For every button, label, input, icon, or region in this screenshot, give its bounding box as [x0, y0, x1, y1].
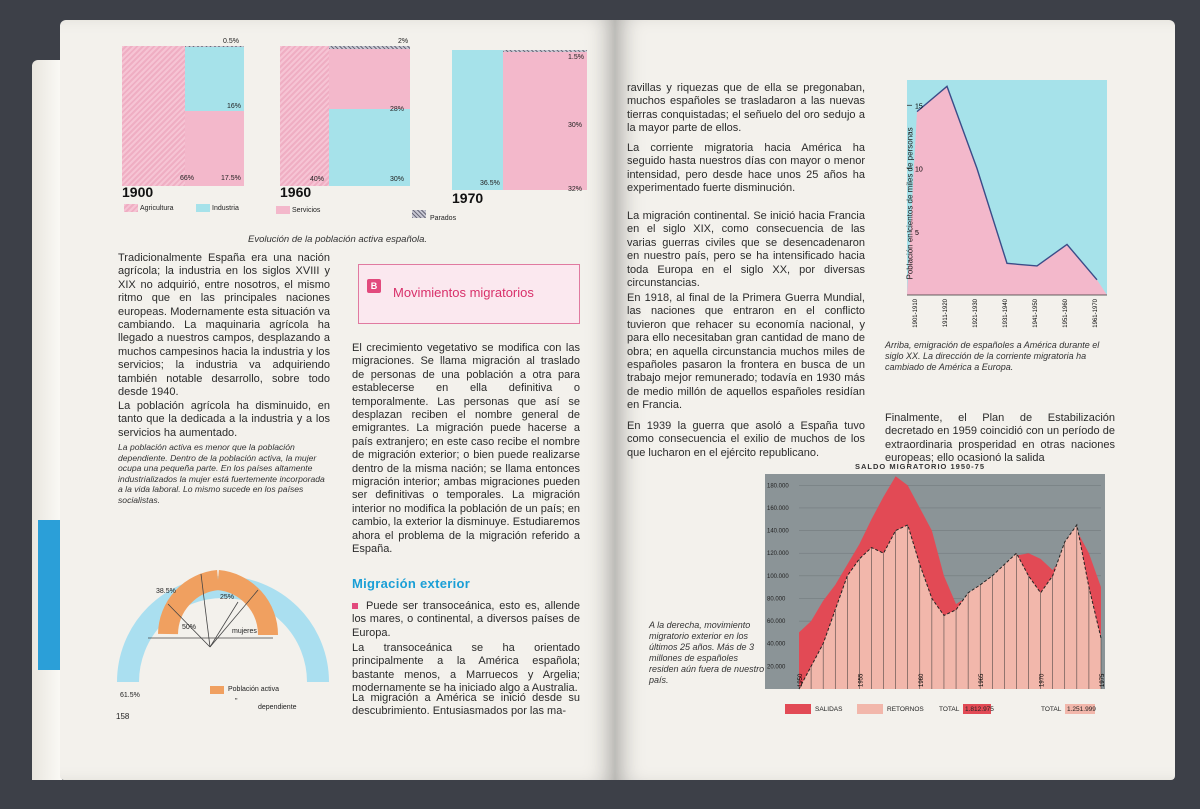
saldo-ytick-label: 140.000 — [767, 528, 789, 535]
total-retornos-label: TOTAL — [1041, 706, 1062, 713]
legend-servicios: Servicios — [292, 207, 321, 214]
bar-label: 2% — [398, 38, 409, 45]
total-retornos: 1.251.999 — [1067, 706, 1096, 713]
saldo-ytick-label: 60.000 — [767, 619, 786, 626]
bar-label: 30% — [568, 122, 583, 129]
bar-label: 32% — [568, 186, 583, 193]
total-salidas-label: TOTAL — [939, 706, 960, 713]
saldo-xtick-label: 1965 — [979, 673, 986, 687]
year-label: 1960 — [280, 184, 312, 200]
area-xtick-label: 1951-1960 — [1063, 299, 1069, 328]
cover-decoration — [38, 520, 62, 670]
year-label: 1900 — [122, 184, 154, 200]
area-ylabel: Población en cientos de miles de personas — [905, 127, 915, 280]
bar-1900 — [122, 46, 244, 186]
legend-salidas: SALIDAS — [815, 706, 843, 713]
legend-industria: Industria — [212, 205, 239, 212]
caption-bar-chart: Evolución de la población activa española. — [248, 234, 428, 245]
paragraph: En 1939 la guerra que asoló a España tuvo como consecuencia el exilio de muchos de los que lucharon en el ejército republicano. — [627, 420, 865, 459]
bar-label: 30% — [390, 176, 405, 183]
saldo-xtick-label: 1955 — [858, 673, 865, 687]
bar-label: 0.5% — [223, 38, 239, 45]
gauge-legend-or: " — [235, 698, 238, 705]
total-salidas: 1.812.975 — [965, 706, 994, 713]
caption-saldo-chart: A la derecha, movimiento migratorio exterior en los últimos 25 años. Más de 3 millones de españoles residen aún fuera de nuestro país. — [649, 620, 765, 685]
right-page — [615, 20, 1175, 780]
saldo-ytick-label: 40.000 — [767, 641, 786, 648]
legend-retornos: RETORNOS — [887, 706, 924, 713]
area-ytick-label: 15 — [915, 103, 923, 111]
caption-area-chart: Arriba, emigración de españoles a América durante el siglo XX. La dirección de la corriente migratoria ha cambiado de América a Europa. — [885, 340, 1100, 372]
area-xtick-label: 1921-1930 — [973, 299, 979, 328]
section-header — [358, 264, 580, 324]
paragraph: La corriente migratoria hacia América ha seguido hasta nuestros días con mayor o menor intensidad, pero desde hace unos 25 años ha experimentado fuerte disminución. — [627, 142, 865, 195]
saldo-ytick-label: 80.000 — [767, 596, 786, 603]
area-ytick-label: 5 — [915, 229, 919, 237]
bar-label: 40% — [310, 176, 325, 183]
saldo-xtick-label: 1950 — [798, 673, 804, 687]
paragraph: Puede ser transoceánica, esto es, allende los mares, o continental, a diversos países de Europa. — [352, 600, 580, 639]
paragraph: Tradicionalmente España era una nación agrícola; la industria en los siglos XVIII y XIX no adquirió, entre nosotros, el mismo ritmo que en las principales naciones europeas. Modernamente esta situación va cambiando. La maquinaria agrícola ha llegado a nuestros campos, desplazando a muchos campesinos hacia la industria y los servicios; la industria va adquiriendo también notable desarrollo, sobre todo desde 1940. — [118, 252, 330, 399]
area-xtick-label: 1911-1920 — [943, 299, 949, 328]
book-edge — [32, 60, 62, 780]
bar-label: 36.5% — [480, 180, 500, 187]
saldo-xtick-label: 1960 — [918, 673, 925, 687]
page-number: 158 — [116, 712, 130, 721]
paragraph: La transoceánica se ha orientado principalmente a la América española; bastante menos, a Marruecos y Argelia; modernamente se ha iniciado algo a Australia. — [352, 642, 580, 695]
saldo-ytick-label: 100.000 — [767, 573, 789, 580]
section-title: Movimientos migratorios — [393, 285, 534, 300]
saldo-ytick-label: 20.000 — [767, 664, 786, 671]
paragraph: El crecimiento vegetativo se modifica con las migraciones. Se llama migración al traslado de personas de una población a otra para establecerse en ella definitiva o temporalmente. Las personas que así se desplazan reciben el nombre general de emigrantes. La migración puede hacerse a país extranjero; en este caso recibe el nombre de migración exterior; o bien puede realizarse dentro de la misma nación; se llama entonces migración interior; ambas migraciones pueden ser definitivas o temporales. La migración interior no modifica la población de un país; en cambio, la exterior la disminuye. Estudiaremos ahora el problema de la migración referido a España. — [352, 342, 580, 556]
year-label: 1970 — [452, 190, 484, 206]
saldo-xtick-label: 1970 — [1039, 673, 1046, 687]
area-xtick-label: 1901-1910 — [913, 299, 919, 328]
section-badge: B — [367, 279, 381, 293]
subheading: Migración exterior — [352, 576, 471, 591]
bar-label: 28% — [390, 106, 405, 113]
legend-parados: Parados — [430, 215, 457, 222]
bullet-square — [352, 603, 358, 609]
gauge-label: 50% — [182, 624, 197, 631]
bar-1960 — [280, 46, 410, 186]
gauge-legend-dependiente: dependiente — [258, 704, 297, 711]
area-xtick-label: 1941-1950 — [1033, 299, 1039, 328]
saldo-ytick-label: 180.000 — [767, 483, 789, 490]
bar-label: 66% — [180, 175, 195, 182]
emigration-area-chart — [907, 80, 1107, 350]
bar-label: 1.5% — [568, 54, 584, 61]
area-ytick-label: 10 — [915, 166, 923, 174]
bar-label: 17.5% — [221, 175, 241, 182]
saldo-title: SALDO MIGRATORIO 1950-75 — [855, 462, 985, 471]
bar-label: 16% — [227, 103, 242, 110]
bar-1970 — [452, 50, 587, 190]
paragraph: La migración a América se inició desde su descubrimiento. Entusiasmados por las ma- — [352, 692, 580, 718]
left-page — [60, 20, 615, 780]
caption-gauge: La población activa es menor que la población dependiente. Dentro de la población activa, la mujer ocupa una pequeña parte. En los países altamente industrializados la mujer está fuertemente incorporada a la vida laboral. Lo mismo sucede en los países socialistas. — [118, 442, 325, 505]
paragraph: En 1918, al final de la Primera Guerra Mundial, las naciones que entraron en el conflicto tuvieron que rehacer su economía nacional, y para ello necesitaban gran cantidad de mano de obra; en aquella circunstancia muchos miles de españoles pasaron la frontera en busca de un trabajo mejor remunerado; todavía en 1930 más de medio millón de aquellos españoles residían en Francia. — [627, 292, 865, 412]
saldo-chart — [765, 474, 1105, 736]
saldo-xtick-label: 1975 — [1100, 673, 1106, 687]
saldo-ytick-label: 120.000 — [767, 551, 789, 558]
paragraph: La población agrícola ha disminuido, en tanto que la dedicada a la industria y a los servicios ha aumentado. — [118, 400, 330, 439]
legend-agricultura: Agricultura — [140, 205, 174, 212]
gauge-label: 61.5% — [120, 692, 140, 699]
area-xtick-label: 1931-1940 — [1003, 299, 1009, 328]
gauge-label: 38.5% — [156, 588, 176, 595]
paragraph: La migración continental. Se inició hacia Francia en el siglo XIX, como consecuencia de las varias guerras civiles que se desencadenaron en nuestro país, pero se ha intensificado hacia toda Europa en el siglo XX, por diversas circunstancias. — [627, 210, 865, 290]
gauge-legend-activa: Población activa — [228, 686, 279, 693]
gauge-label: mujeres — [232, 628, 257, 635]
area-xtick-label: 1961-1970 — [1093, 299, 1099, 328]
paragraph: Finalmente, el Plan de Estabilización decretado en 1959 coincidió con un período de extraordinaria prosperidad en otras naciones europeas; ello ocasionó la salida — [885, 412, 1115, 465]
saldo-ytick-label: 160.000 — [767, 505, 789, 512]
gauge-label: 25% — [220, 594, 235, 601]
paragraph: ravillas y riquezas que de ella se pregonaban, muchos españoles se trasladaron a las nuevas tierras conquistadas; el señuelo del oro sedujo a la mayor parte de ellos. — [627, 82, 865, 135]
